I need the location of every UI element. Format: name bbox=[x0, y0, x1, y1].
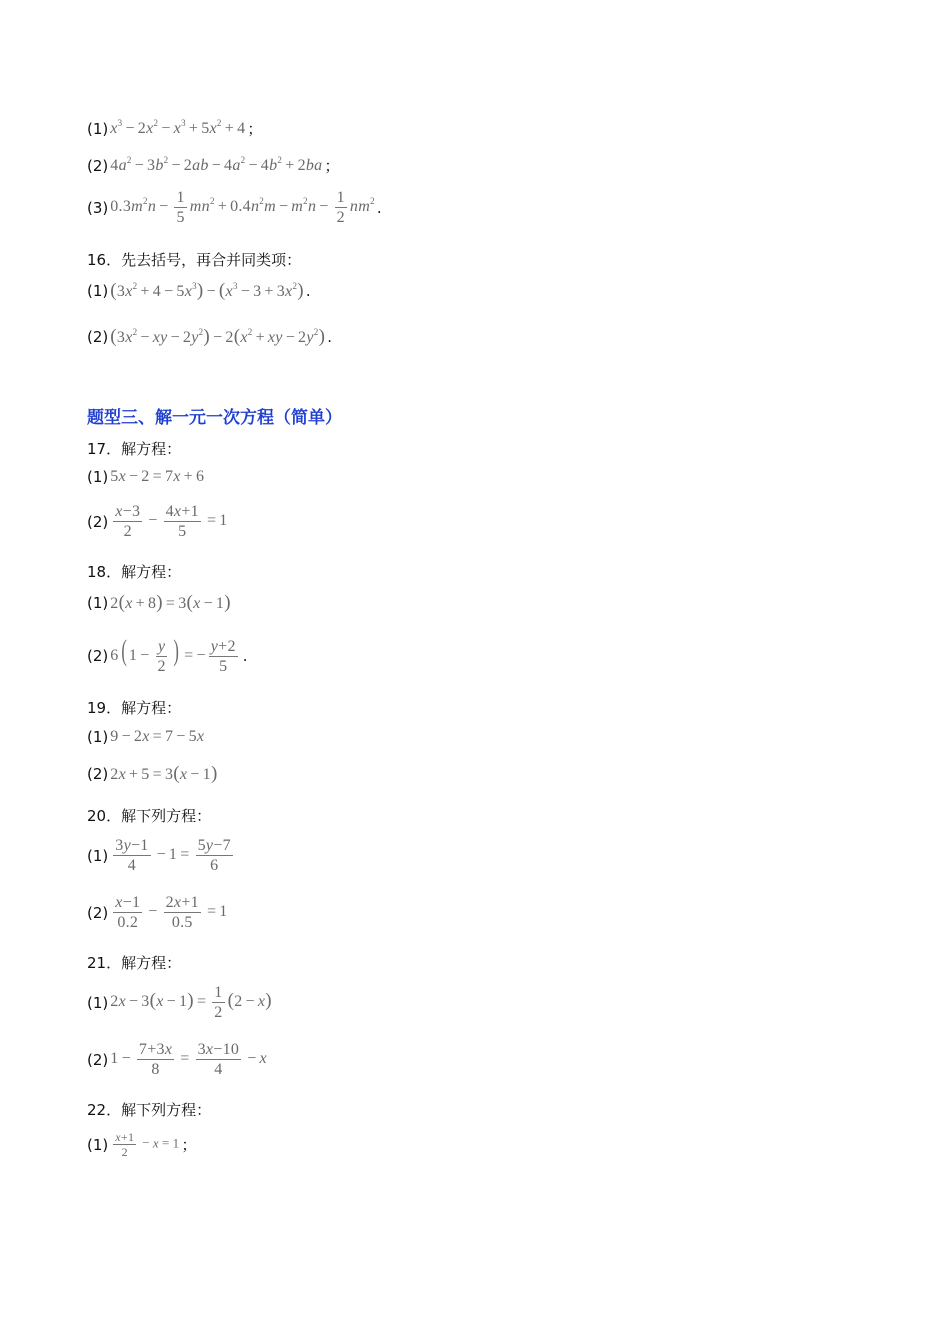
q20-item-2 bbox=[87, 893, 228, 932]
math-expression: $(3x^2 + 4 - 5x^3) - (x^3 - 3 + 3x^2)$ bbox=[110, 280, 304, 301]
item-label: (1) bbox=[87, 728, 109, 746]
item-label: (3) bbox=[87, 198, 109, 217]
item-end-punct: . bbox=[376, 198, 382, 217]
item-label: (1) bbox=[87, 282, 109, 300]
item-label: (2) bbox=[87, 328, 109, 346]
math-expression: 9 − 2x = 7 − 5x bbox=[110, 728, 205, 745]
q19-item-2 bbox=[87, 763, 218, 785]
section-heading: 题型三、解一元一次方程（简单） bbox=[87, 408, 342, 428]
math-expression: $4a^2 - 3b^2 - 2ab - 4a^2 - 4b^2 + 2ba$ bbox=[110, 154, 323, 174]
question-17-title: 17．解方程： bbox=[87, 440, 182, 458]
q18-item-1 bbox=[87, 592, 231, 614]
question-20-title: 20．解下列方程： bbox=[87, 807, 212, 825]
math-expression: 2x − 3(x − 1) = $\frac{1}{2}$ (2 − x) bbox=[110, 984, 272, 1021]
item-label: (1) bbox=[87, 468, 109, 486]
math-expression: $\frac{x-1}{0.2}$ − $\frac{2x+1}{0.5}$ = 1 bbox=[115, 894, 228, 931]
prev-item-2 bbox=[87, 155, 340, 176]
item-end-punct: . bbox=[242, 646, 248, 665]
math-expression: 5x − 2 = 7x + 6 bbox=[110, 468, 205, 485]
math-expression: $0.3m^2n$ − $\frac{1}{5}$ $mn^2 + 0.4n^2m - m^2n$ − $\frac{1}{2}$ $nm^2$ bbox=[110, 189, 375, 226]
math-expression: 2x + 5 = 3(x − 1) bbox=[110, 763, 218, 784]
math-expression: 2(x + 8) = 3(x − 1) bbox=[110, 592, 231, 613]
item-end-punct: ； bbox=[181, 1136, 197, 1154]
question-22-title: 22．解下列方程： bbox=[87, 1101, 212, 1119]
prev-item-3 bbox=[87, 188, 382, 227]
math-expression: $\frac{x+1}{2}$ − x = 1 bbox=[115, 1130, 180, 1159]
question-19-title: 19．解方程： bbox=[87, 699, 182, 717]
question-16-title: 16．先去括号，再合并同类项： bbox=[87, 251, 302, 269]
item-label: (2) bbox=[87, 765, 109, 783]
item-label: (2) bbox=[87, 1050, 109, 1069]
math-expression: $\frac{3y-1}{4}$ − 1 = $\frac{5y-7}{6}$ bbox=[115, 837, 231, 874]
item-label: (1) bbox=[87, 1135, 109, 1154]
q22-item-1 bbox=[87, 1130, 196, 1159]
question-18-title: 18．解方程： bbox=[87, 563, 182, 581]
q21-item-2 bbox=[87, 1040, 267, 1079]
math-expression: $x^3 - 2x^2 - x^3 + 5x^2 + 4$ bbox=[110, 117, 246, 137]
item-end-punct: . bbox=[327, 328, 332, 346]
q18-item-2 bbox=[87, 636, 248, 676]
item-label: (2) bbox=[87, 512, 109, 531]
q17-item-1 bbox=[87, 468, 204, 486]
math-expression: 1 − $\frac{7+3x}{8}$ = $\frac{3x-10}{4}$ − x bbox=[110, 1041, 267, 1078]
q16-item-2 bbox=[87, 326, 332, 348]
prev-item-1 bbox=[87, 118, 262, 139]
q21-item-1 bbox=[87, 983, 272, 1022]
math-expression: ($3x^2$ − xy − $2y^2) - 2(x^2$ + xy − $2y^2$) bbox=[110, 326, 326, 347]
item-end-punct: . bbox=[305, 282, 311, 300]
question-21-title: 21．解方程： bbox=[87, 954, 182, 972]
item-label: (2) bbox=[87, 903, 109, 922]
math-expression: $\frac{x-3}{2}$ − $\frac{4x+1}{5}$ = 1 bbox=[115, 503, 228, 540]
item-label: (1) bbox=[87, 846, 109, 865]
item-end-punct: ； bbox=[324, 157, 340, 175]
item-label: (1) bbox=[87, 119, 109, 138]
math-expression: 6( 1 − $\frac{y}{2}$ ) = − $\frac{y+2}{5}$ bbox=[110, 634, 236, 675]
q16-item-1 bbox=[87, 280, 311, 302]
q19-item-1 bbox=[87, 728, 204, 746]
item-label: (2) bbox=[87, 156, 109, 175]
q20-item-1 bbox=[87, 836, 236, 875]
item-label: (2) bbox=[87, 646, 109, 665]
item-label: (1) bbox=[87, 993, 109, 1012]
item-label: (1) bbox=[87, 594, 109, 612]
q17-item-2 bbox=[87, 502, 228, 541]
item-end-punct: ； bbox=[247, 120, 263, 138]
